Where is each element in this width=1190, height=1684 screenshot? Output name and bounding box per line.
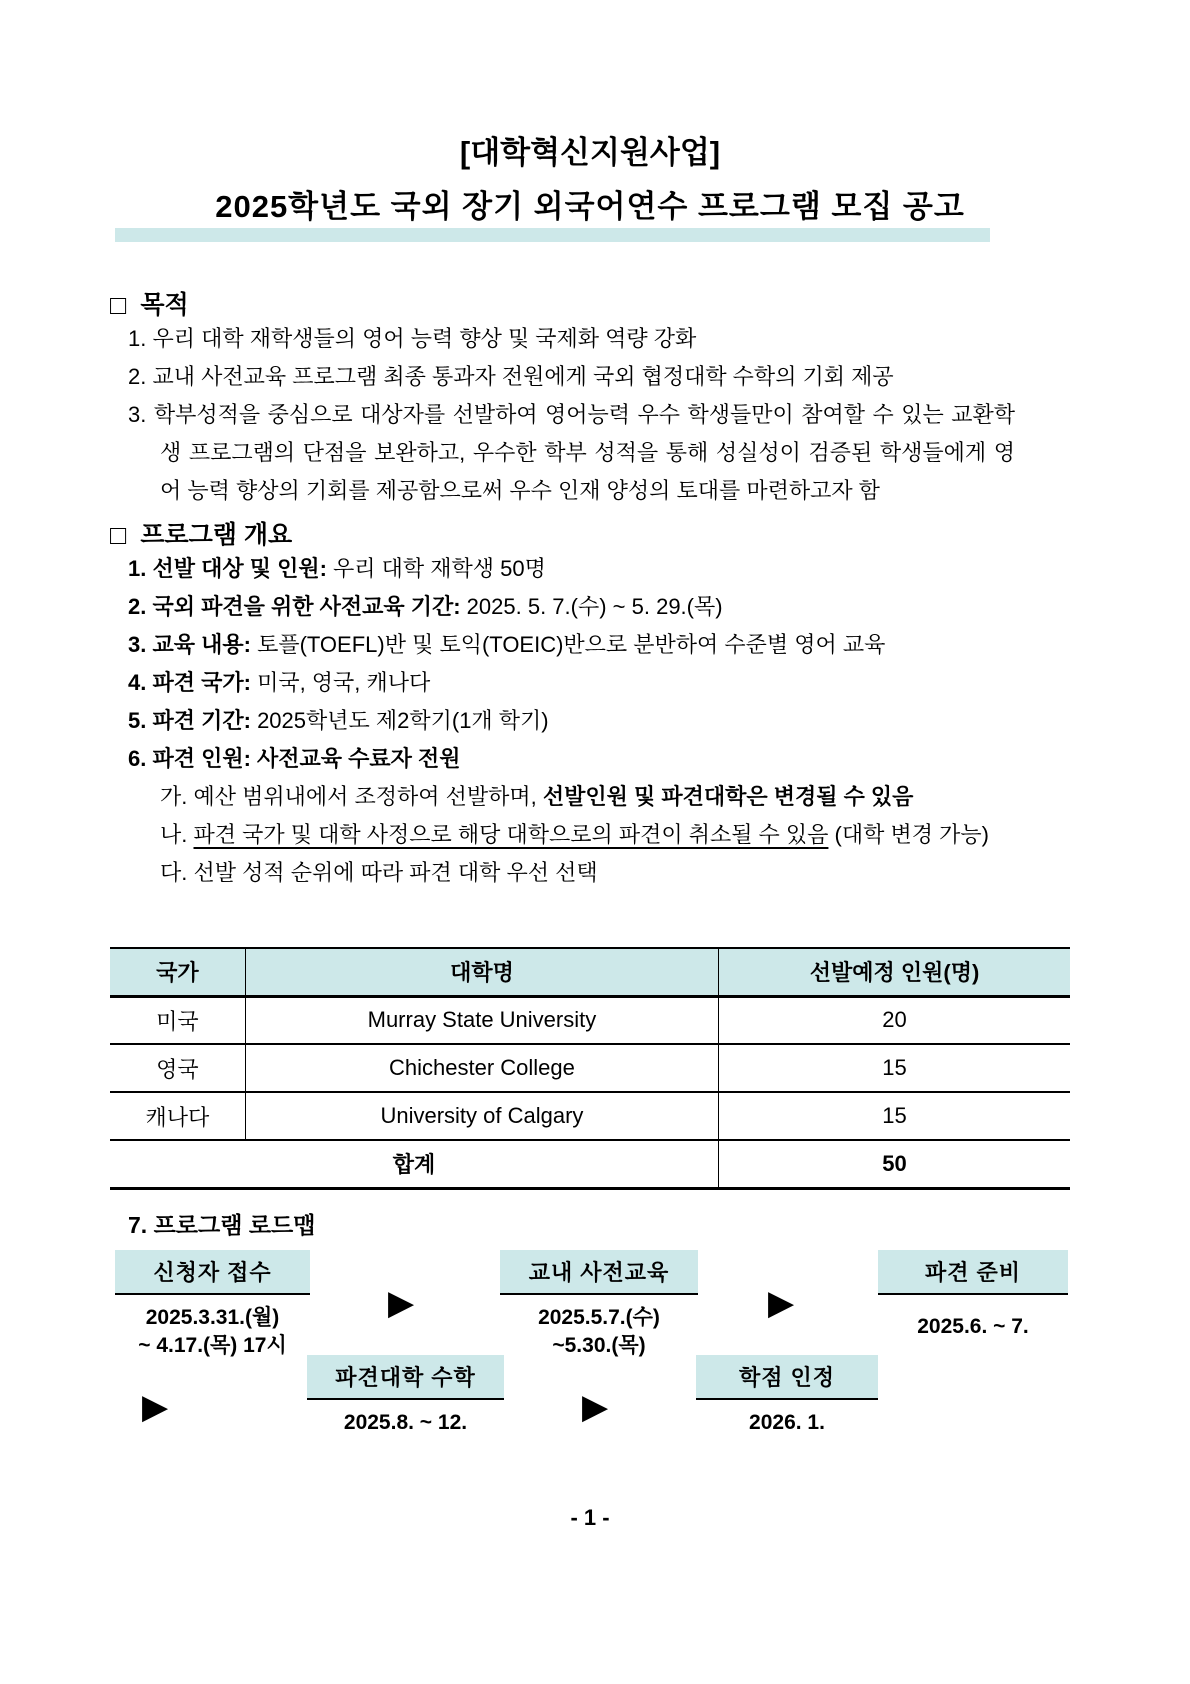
- cell-university: Chichester College: [245, 1044, 718, 1092]
- step-date: 2026. 1.: [749, 1410, 825, 1434]
- purpose-list: [110, 320, 1070, 510]
- roadmap-step-pretraining: [500, 1250, 698, 1360]
- document-title-line2: 2025학년도 국외 장기 외국어연수 프로그램 모집 공고: [215, 189, 965, 224]
- item-number-label: 5. 파견 기간:: [128, 708, 251, 733]
- purpose-item: [110, 396, 1015, 510]
- overview-sub-item-ga: [110, 778, 1015, 816]
- page-number: - 1 -: [570, 1504, 610, 1530]
- step-date: 2025.8. ~ 12.: [343, 1410, 468, 1434]
- step-date: 2025.6. ~ 7.: [917, 1314, 1029, 1338]
- step-title-box: 파견 준비: [878, 1250, 1068, 1295]
- section-heading-overview: [110, 520, 1070, 550]
- overview-list: [110, 550, 1070, 892]
- square-bullet-icon: □: [110, 519, 127, 550]
- item-value: 미국, 영국, 캐나다: [257, 670, 431, 695]
- cell-university: Murray State University: [245, 996, 718, 1044]
- table-row: [110, 1044, 1070, 1092]
- square-bullet-icon: □: [110, 289, 127, 320]
- header-count: 선발예정 인원(명): [719, 948, 1070, 996]
- step-date: 2025.5.7.(수) ~5.30.(목): [538, 1305, 660, 1357]
- roadmap-step-preparation: [878, 1250, 1068, 1341]
- document-title-line1: [대학혁신지원사업]: [459, 135, 721, 170]
- item-number-label: 4. 파견 국가:: [128, 670, 251, 695]
- selection-table: [110, 947, 1070, 1190]
- item-number-label: 3. 교육 내용:: [128, 632, 251, 657]
- step-title-box: 교내 사전교육: [500, 1250, 698, 1295]
- right-arrow-icon: ▶: [582, 1387, 609, 1426]
- roadmap-step-study-abroad: [307, 1355, 504, 1437]
- sub-item-underlined-text: 파견 국가 및 대학 사정으로 해당 대학으로의 파견이 취소될 수 있음: [193, 822, 829, 847]
- overview-item: [110, 702, 1015, 740]
- roadmap-step-credit-recognition: [696, 1355, 878, 1437]
- sub-item-text: (대학 변경 가능): [828, 822, 989, 847]
- sub-item-number: 가.: [160, 784, 188, 809]
- right-arrow-icon: ▶: [388, 1283, 415, 1322]
- purpose-heading-label: 목적: [140, 291, 189, 319]
- step-date: 2025.3.31.(월) ~ 4.17.(목) 17시: [138, 1305, 287, 1357]
- item-number-label: 2. 국외 파견을 위한 사전교육 기간:: [128, 594, 461, 619]
- roadmap-number: 7.: [128, 1211, 148, 1238]
- overview-heading-label: 프로그램 개요: [140, 521, 293, 549]
- overview-sub-item-da: [110, 854, 1015, 892]
- item-text: 학부성적을 중심으로 대상자를 선발하여 영어능력 우수 학생들만이 참여할 수 있는 교환학생 프로그램의 단점을 보완하고, 우수한 학부 성적을 통해 성실성이 검증된 학생들에게 영어 능력 향상의 기회를 제공함으로써 우수 인재 양성의 토대를 마련하고자 함: [153, 402, 1015, 503]
- item-number: 2.: [128, 364, 147, 389]
- sub-item-number: 다.: [160, 860, 188, 885]
- item-number-label: 6. 파견 인원: 사전교육 수료자 전원: [128, 746, 461, 771]
- cell-total-label: 합계: [110, 1140, 719, 1188]
- roadmap-heading: [110, 1210, 1070, 1240]
- right-arrow-icon: ▶: [142, 1387, 169, 1426]
- sub-item-number: 나.: [160, 822, 188, 847]
- overview-item: [110, 664, 1015, 702]
- overview-item: [110, 740, 1015, 778]
- table-row: [110, 1092, 1070, 1140]
- step-title-box: 학점 인정: [696, 1355, 878, 1400]
- cell-count: 15: [719, 1044, 1070, 1092]
- cell-count: 20: [719, 996, 1070, 1044]
- roadmap-step-application: [115, 1250, 310, 1360]
- cell-count: 15: [719, 1092, 1070, 1140]
- table-total-row: [110, 1140, 1070, 1188]
- overview-item: [110, 626, 1015, 664]
- cell-total-count: 50: [719, 1140, 1070, 1188]
- right-arrow-icon: ▶: [768, 1283, 795, 1322]
- item-text: 교내 사전교육 프로그램 최종 통과자 전원에게 국외 협정대학 수학의 기회 제공: [152, 364, 894, 389]
- cell-university: University of Calgary: [245, 1092, 718, 1140]
- step-title-box: 신청자 접수: [115, 1250, 310, 1295]
- table-header-row: [110, 948, 1070, 996]
- cell-country: 미국: [110, 996, 245, 1044]
- item-value: 토플(TOEFL)반 및 토익(TOEIC)반으로 분반하여 수준별 영어 교육: [257, 632, 886, 657]
- item-value: 우리 대학 재학생 50명: [333, 556, 546, 581]
- item-text: 우리 대학 재학생들의 영어 능력 향상 및 국제화 역량 강화: [152, 326, 697, 351]
- purpose-item: [110, 358, 1015, 396]
- roadmap-heading-label: 프로그램 로드맵: [153, 1211, 316, 1238]
- header-country: 국가: [110, 948, 245, 996]
- table-row: [110, 996, 1070, 1044]
- cell-country: 영국: [110, 1044, 245, 1092]
- cell-country: 캐나다: [110, 1092, 245, 1140]
- section-heading-purpose: [110, 290, 1070, 320]
- item-value: 2025학년도 제2학기(1개 학기): [257, 708, 549, 733]
- sub-item-text: 예산 범위내에서 조정하여 선발하며,: [193, 784, 543, 809]
- title-highlight-bar: [115, 228, 990, 242]
- overview-sub-item-na: [110, 816, 1015, 854]
- item-value: 2025. 5. 7.(수) ~ 5. 29.(목): [466, 594, 723, 619]
- step-title-box: 파견대학 수학: [307, 1355, 504, 1400]
- roadmap-diagram: [110, 1250, 1070, 1460]
- overview-item: [110, 550, 1015, 588]
- item-number-label: 1. 선발 대상 및 인원:: [128, 556, 327, 581]
- overview-item: [110, 588, 1015, 626]
- header-university: 대학명: [245, 948, 718, 996]
- item-number: 3.: [128, 402, 147, 427]
- sub-item-bold-text: 선발인원 및 파견대학은 변경될 수 있음: [542, 784, 914, 809]
- purpose-item: [110, 320, 1015, 358]
- sub-item-text: 선발 성적 순위에 따라 파견 대학 우선 선택: [193, 860, 598, 885]
- item-number: 1.: [128, 326, 147, 351]
